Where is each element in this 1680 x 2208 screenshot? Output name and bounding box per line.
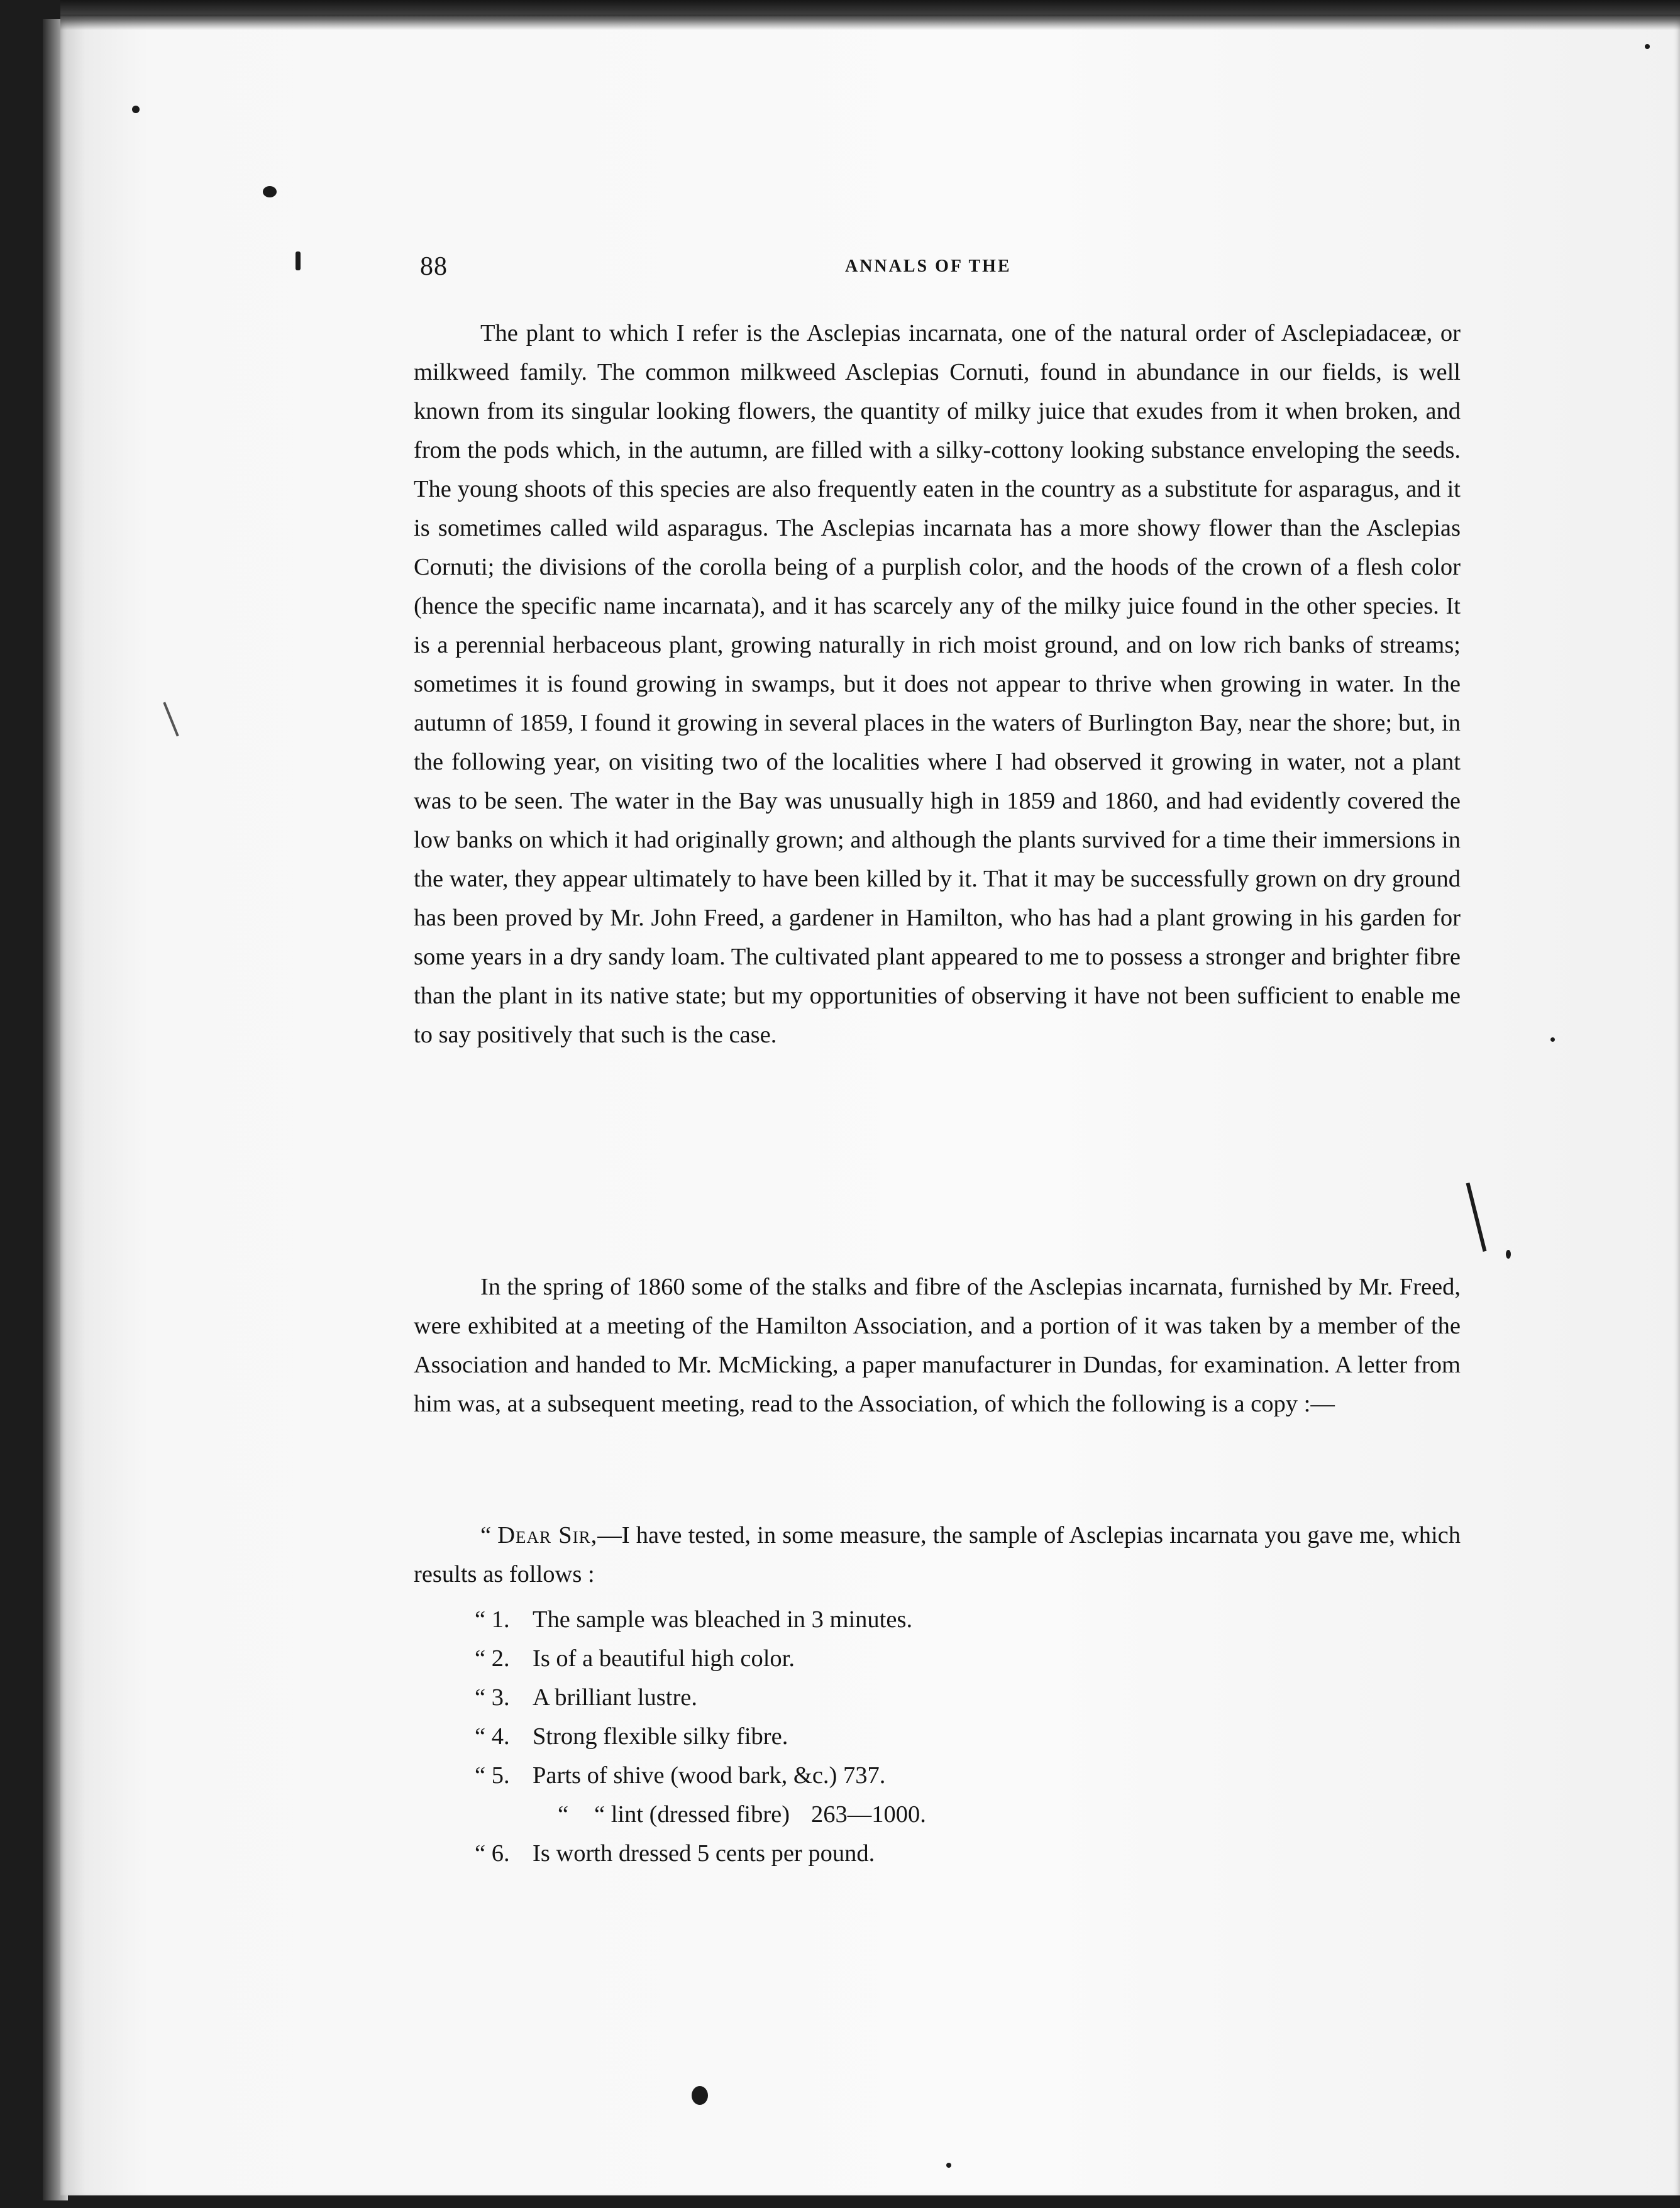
item-number: “ 3. (475, 1684, 510, 1711)
body-paragraph-1 (414, 314, 1461, 1054)
scan-speck (132, 106, 140, 113)
list-item (475, 1600, 1229, 1639)
page-number: 88 (420, 252, 448, 281)
page-header (420, 251, 1461, 289)
item-text: Is worth dressed 5 cents per pound. (533, 1840, 875, 1867)
letter-text (414, 1516, 1461, 1594)
scan-speck (1550, 1037, 1555, 1042)
letter-opening (414, 1516, 1461, 1594)
top-shadow (60, 0, 1680, 30)
list-item (475, 1756, 1229, 1795)
item-number: “ 5. (475, 1762, 510, 1789)
item-text: Parts of shive (wood bark, &c.) 737. (533, 1762, 886, 1789)
body-paragraph-2 (414, 1267, 1461, 1423)
scan-speck (1645, 44, 1650, 49)
paragraph-text: In the spring of 1860 some of the stalks and fibre of the Asclepias incarnata, furnished by Mr. Freed, were exhibited at a meeting of the Hamilton Association, and a portion of it was taken by a member of the Association and handed to Mr. McMicking, a paper manufacturer in Dundas, for examination. A letter from him was, at a subsequent meeting, read to the Association, of which the following is a copy :— (414, 1274, 1461, 1417)
scan-speck (1506, 1250, 1511, 1259)
list-item (475, 1834, 1229, 1873)
item-text: The sample was bleached in 3 minutes. (533, 1606, 913, 1633)
scan-speck (946, 2163, 951, 2168)
running-head: ANNALS OF THE (845, 257, 1012, 276)
letter-body: —I have tested, in some measure, the sample of Asclepias incarnata you gave me, which results as follows : (414, 1522, 1461, 1587)
salutation: Dear Sir, (497, 1522, 598, 1548)
list-item (475, 1678, 1229, 1717)
paragraph-text: The plant to which I refer is the Asclepias incarnata, one of the natural order of Asclepiadaceæ, or milkweed family. The common milkweed Asclepias Cornuti, found in abundance in our fields, is well known from its singular looking flowers, the quantity of milky juice that exudes from it when broken, and from the pods which, in the autumn, are filled with a silky-cottony looking substance enveloping the seeds. The young shoots of this species are also frequently eaten in the country as a substitute for asparagus, and it is sometimes called wild asparagus. The Asclepias incarnata has a more showy flower than the Asclepias Cornuti; the divisions of the corolla being of a purplish color, and the hoods of the crown of a flesh color (hence the specific name incarnata), and it has scarcely any of the milky juice found in the other species. It is a perennial herbaceous plant, growing naturally in rich moist ground, and on low rich banks of streams; sometimes it is found growing in swamps, but it does not appear to thrive when growing in water. In the autumn of 1859, I found it growing in several places in the waters of Burlington Bay, near the shore; but, in the following year, on visiting two of the localities where I had observed it growing in water, not a plant was to be seen. The water in the Bay was unusually high in 1859 and 1860, and had evidently covered the low banks on which it had originally grown; and although the plants survived for a time their immersions in the water, they appear ultimately to have been killed by it. That it may be successfully grown on dry ground has been proved by Mr. John Freed, a gardener in Hamilton, who has had a plant growing in his garden for some years in a dry sandy loam. The cultivated plant appeared to me to possess a stronger and brighter fibre than the plant in its native state; but my opportunities of observing it have not been sufficient to enable me to say positively that such is the case. (414, 320, 1461, 1048)
scan-speck (296, 251, 301, 270)
scan-speck (263, 186, 277, 197)
open-quote: “ (480, 1522, 498, 1548)
item-number: “ 6. (475, 1840, 510, 1867)
item-number: “ 2. (475, 1645, 510, 1672)
list-item (475, 1639, 1229, 1678)
list-subitem (475, 1795, 1229, 1834)
item-text: Strong flexible silky fibre. (533, 1723, 788, 1750)
item-number: “ 4. (475, 1723, 510, 1750)
item-value: 263—1000. (811, 1801, 926, 1828)
item-text: A brilliant lustre. (533, 1684, 697, 1711)
ditto-mark: “ (558, 1801, 569, 1828)
item-text: “ lint (dressed fibre) (594, 1801, 790, 1828)
item-number: “ 1. (475, 1606, 510, 1633)
results-list (475, 1600, 1229, 1873)
list-item (475, 1717, 1229, 1756)
item-text: Is of a beautiful high color. (533, 1645, 795, 1672)
scan-speck (692, 2086, 708, 2105)
